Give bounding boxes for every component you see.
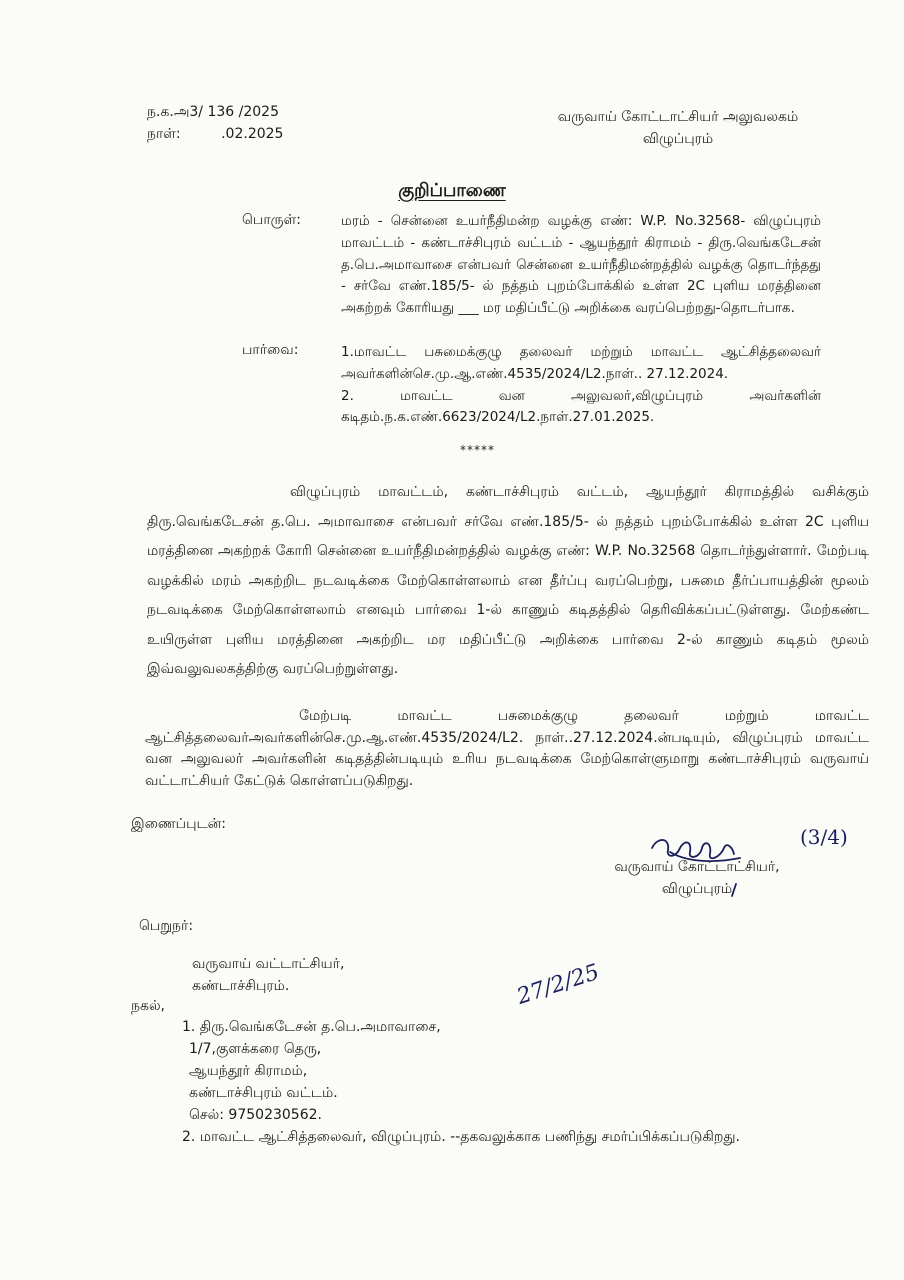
page-title: குறிப்பாணை [398,180,506,201]
reference-block [147,103,283,147]
recipient-label: பெறுநர்: [139,918,194,934]
references-label: பார்வை: [242,342,299,358]
signatory-place: விழுப்புரம் [661,881,733,897]
copy-item-1-line-5: செல்: 9750230562. [189,1107,322,1123]
section-separator: ***** [460,443,495,457]
copy-item-1-line-3: ஆயந்தூர் கிராமம், [189,1063,308,1079]
handwritten-date: 27/2/25 [514,959,603,1010]
copy-item-1-line-4: கண்டாச்சிபுரம் வட்டம். [189,1085,338,1101]
date-label: நாள்: [147,126,181,142]
copy-item-1-line-2: 1/7,குளக்கரை தெரு, [189,1041,322,1057]
signatory-designation: வருவாய் கோட்டாட்சியர், [614,859,780,875]
signature-block [602,858,792,902]
copy-item-1-line-1: 1. திரு.வெங்கடேசன் த.பெ.அமாவாசை, [182,1019,441,1035]
subject-label: பொருள்: [242,212,301,228]
reference-item-1: 1.மாவட்ட பசுமைக்குழு தலைவர் மற்றும் மாவட்ட ஆட்சித்தலைவர் அவர்களின்செ.மு.ஆ.எண்.4535/2024/L2.நாள்.. 27.12.2024. [341,344,821,382]
date-line [147,125,283,147]
date-value: .02.2025 [221,126,284,142]
office-address [553,108,803,152]
office-place: விழுப்புரம் [642,131,714,147]
references-list [341,342,821,429]
body-paragraph-2: மேற்படி மாவட்ட பசுமைக்குழு தலைவர் மற்றும் மாவட்ட ஆட்சித்தலைவர்அவர்களின்செ.மு.ஆ.எண்.4535/2024/L2. நாள்..27.12.2024.ன்படியும், விழுப்புரம் மாவட்ட வன அலுவலர் அவர்களின் கடிதத்தின்படியும் உரிய நடவடிக்கை மேற்கொள்ளுமாறு கண்டாச்சிபுரம் வருவாய் வட்டாட்சியர் கேட்டுக் கொள்ளப்படுகிறது. [145,708,869,789]
reference-number: ந.க.அ3/ 136 /2025 [147,104,279,120]
subject-text: மரம் - சென்னை உயர்நீதிமன்ற வழக்கு எண்: W.P. No.32568- விழுப்புரம் மாவட்டம் - கண்டாச்சிபுரம் வட்டம் - ஆயந்தூர் கிராமம் - திரு.வெங்கடேசன் த.பெ.அமாவாசை என்பவர் சென்னை உயர்நீதிமன்றத்தில் வழக்கு தொடர்ந்தது - சர்வே எண்.185/5- ல் நத்தம் புறம்போக்கில் உள்ள 2C புளிய மரத்தினை அகற்றக் கோரியது ___ மர மதிப்பீட்டு அறிக்கை வரப்பெற்றது-தொடர்பாக. [341,213,821,317]
signature-date-note: (3/4) [800,825,848,849]
copy-to-label: நகல், [131,998,166,1014]
copy-to-list [182,1018,740,1150]
recipient-line-2: கண்டாச்சிபுரம். [192,978,290,994]
recipient-address [192,955,344,999]
recipient-line-1: வருவாய் வட்டாட்சியர், [192,956,345,972]
enclosure-label: இணைப்புடன்: [131,816,226,832]
office-name: வருவாய் கோட்டாட்சியர் அலுவலகம் [557,109,799,125]
copy-item-2: 2. மாவட்ட ஆட்சித்தலைவர், விழுப்புரம். --தகவலுக்காக பணிந்து சமர்ப்பிக்கப்படுகிறது. [182,1129,740,1145]
body-paragraph-1: விழுப்புரம் மாவட்டம், கண்டாச்சிபுரம் வட்டம், ஆயந்தூர் கிராமத்தில் வசிக்கும் திரு.வெங்கடேசன் த.பெ. அமாவாசை என்பவர் சர்வே எண்.185/5- ல் நத்தம் புறம்போக்கில் உள்ள 2C புளிய மரத்தினை அகற்றக் கோரி சென்னை உயர்நீதிமன்றத்தில் வழக்கு எண்: W.P. No.32568 தொடர்ந்துள்ளார். மேற்படி வழக்கில் மரம் அகற்றிட நடவடிக்கை மேற்கொள்ளலாம் என தீர்ப்பு வரப்பெற்று, பசுமை தீர்ப்பாயத்தின் மூலம் நடவடிக்கை மேற்கொள்ளலாம் எனவும் பார்வை 1-ல் காணும் கடிதத்தில் தெரிவிக்கப்பட்டுள்ளது. மேற்கண்ட உயிருள்ள புளிய மரத்தினை அகற்றிட மர மதிப்பீட்டு அறிக்கை பார்வை 2-ல் காணும் கடிதம் மூலம் இவ்வலுவலகத்திற்கு வரப்பெற்றுள்ளது. [147,484,869,677]
reference-item-2: 2. மாவட்ட வன அலுவலர்,விழுப்புரம் அவர்களின் கடிதம்.ந.க.எண்.6623/2024/L2.நாள்.27.01.2025. [341,387,821,426]
